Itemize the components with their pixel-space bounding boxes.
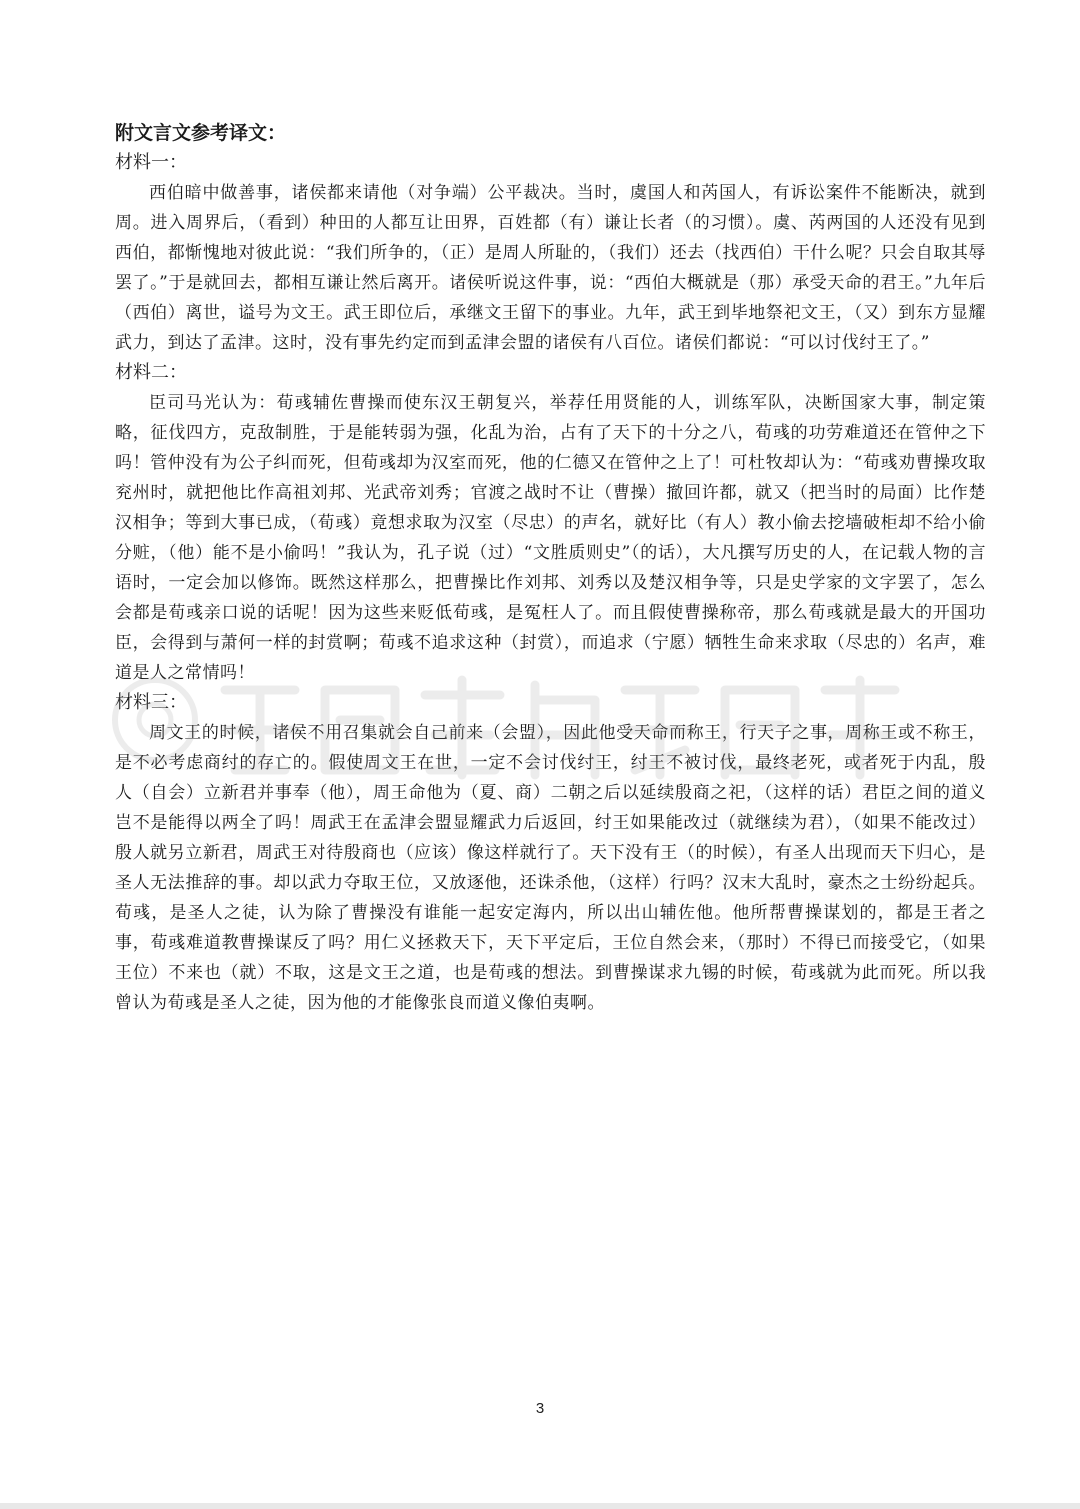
- document-title: 附文言文参考译文：: [115, 122, 287, 144]
- section-paragraph: 周文王的时候，诸侯不用召集就会自己前来（会盟），因此他受天命而称王，行天子之事，周称王或不称王，是不必考虑商纣的存亡的。假使周文王在世，一定不会讨伐纣王，纣王不被讨伐，最终老死，或者死于内乱，殷人（自会）立新君并事奉（他），周王命他为（夏、商）二朝之后以延续殷商之祀，（这样的话）君臣之间的道义岂不是能得以两全了吗！周武王在孟津会盟显耀武力后返回，纣王如果能改过（就继续为君），（如果不能改过）殷人就另立新君，周武王对待殷商也（应该）像这样就行了。天下没有王（的时候），有圣人出现而天下归心，是圣人无法推辞的事。却以武力夺取王位，又放逐他，还诛杀他，（这样）行吗？汉末大乱时，豪杰之士纷纷起兵。荀彧，是圣人之徒，认为除了曹操没有谁能一起安定海内，所以出山辅佐他。他所帮曹操谋划的，都是王者之事，荀彧难道教曹操谋反了吗？用仁义拯救天下，天下平定后，王位自然会来，（那时）不得已而接受它，（如果王位）不来也（就）不取，这是文王之道，也是荀彧的想法。到曹操谋求九锡的时候，荀彧就为此而死。所以我曾认为荀彧是圣人之徒，因为他的才能像张良而道义像伯夷啊。: [115, 723, 986, 1013]
- section-heading: 材料二：: [115, 362, 187, 383]
- section-paragraph: 臣司马光认为：荀彧辅佐曹操而使东汉王朝复兴，举荐任用贤能的人，训练军队，决断国家大事，制定策略，征伐四方，克敌制胜，于是能转弱为强，化乱为治，占有了天下的十分之八，荀彧的功劳难道还在管仲之下吗！管仲没有为公子纠而死，但荀彧却为汉室而死，他的仁德又在管仲之上了！可杜牧却认为：“荀彧劝曹操攻取兖州时，就把他比作高祖刘邦、光武帝刘秀；官渡之战时不让（曹操）撤回许都，就又（把当时的局面）比作楚汉相争；等到大事已成，（荀彧）竟想求取为汉室（尽忠）的声名，就好比（有人）教小偷去挖墙破柜却不给小偷分赃，（他）能不是小偷吗！”我认为，孔子说（过）“文胜质则史”（的话），大凡撰写历史的人，在记载人物的言语时，一定会加以修饰。既然这样那么，把曹操比作刘邦、刘秀以及楚汉相争等，只是史学家的文字罢了，怎么会都是荀彧亲口说的话呢！因为这些来贬低荀彧，是冤枉人了。而且假使曹操称帝，那么荀彧就是最大的开国功臣，会得到与萧何一样的封赏啊；荀彧不追求这种（封赏），而追求（宁愿）牺牲生命来求取（尽忠的）名声，难道是人之常情吗！: [115, 393, 986, 683]
- section-2: [115, 358, 986, 688]
- section-heading: 材料一：: [115, 152, 187, 173]
- page-number: 3: [535, 1400, 545, 1417]
- section-1: [115, 148, 986, 358]
- page-bottom-edge: [0, 1503, 1080, 1509]
- section-heading: 材料三：: [115, 692, 187, 713]
- section-3: [115, 688, 986, 1018]
- section-paragraph: 西伯暗中做善事，诸侯都来请他（对争端）公平裁决。当时，虞国人和芮国人，有诉讼案件不能断决，就到周。进入周界后，（看到）种田的人都互让田界，百姓都（有）谦让长者（的习惯）。虞、芮两国的人还没有见到西伯，都惭愧地对彼此说：“我们所争的，（正）是周人所耻的，（我们）还去（找西伯）干什么呢？只会自取其辱罢了。”于是就回去，都相互谦让然后离开。诸侯听说这件事，说：“西伯大概就是（那）承受天命的君王。”九年后（西伯）离世，谥号为文王。武王即位后，承继文王留下的事业。九年，武王到毕地祭祀文王，（又）到东方显耀武力，到达了孟津。这时，没有事先约定而到孟津会盟的诸侯有八百位。诸侯们都说：“可以讨伐纣王了。”: [115, 183, 986, 353]
